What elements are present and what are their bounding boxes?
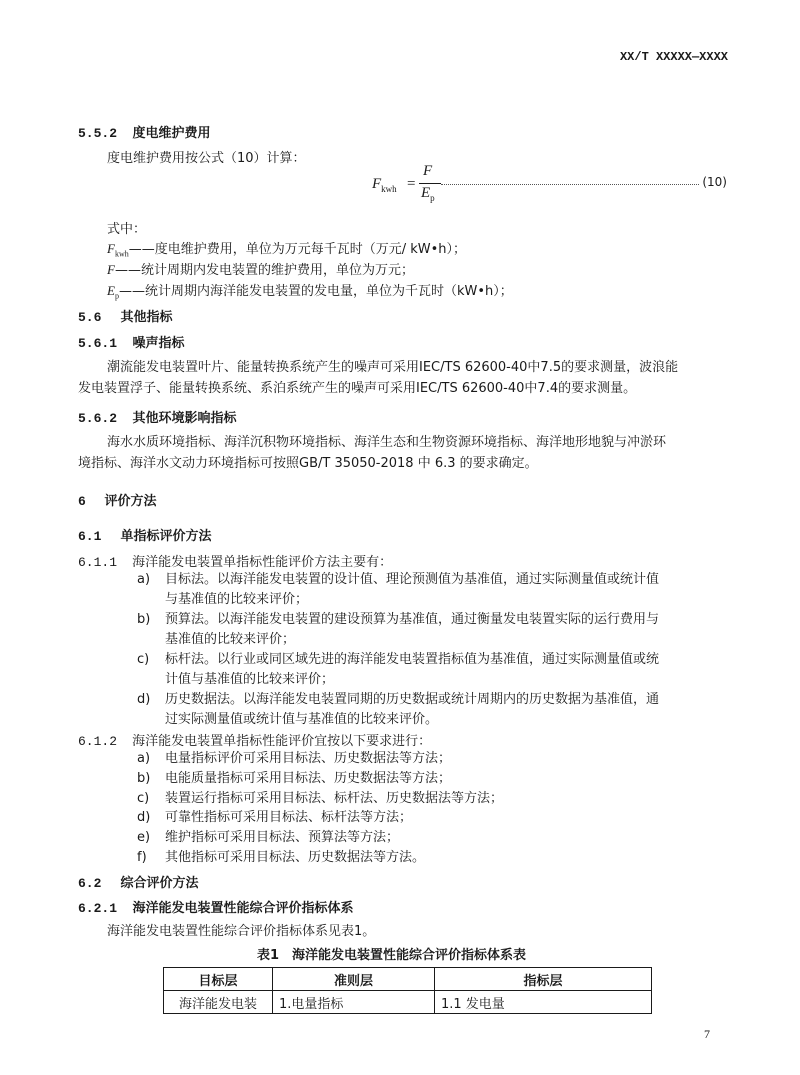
section-5-6-1-heading: [78, 332, 185, 351]
section-number: 6.2: [78, 876, 102, 891]
equation-number: (10): [702, 175, 727, 189]
paragraph-line: 海洋能发电装置性能综合评价指标体系见表1。: [107, 924, 376, 939]
symbol-definition: $F_{kwh}——$度电维护费用，单位为万元每千瓦时（万元/ kW•h）；: [107, 241, 467, 259]
section-5-6-2-heading: [78, 407, 237, 426]
chapter-title: 评价方法: [104, 494, 157, 509]
table-header-cell: 准则层: [273, 968, 435, 991]
section-title: 海洋能发电装置单指标性能评价宜按以下要求进行：: [132, 734, 432, 749]
formula-intro: 度电维护费用按公式（10）计算：: [107, 151, 306, 166]
section-5-5-2-heading: [78, 122, 211, 141]
section-number: 5.6: [78, 310, 102, 325]
section-number: 6.1.2: [78, 734, 118, 749]
list-item: d) 历史数据法。以海洋能发电装置同期的历史数据或统计周期内的历史数据为基准值，通: [137, 692, 660, 707]
list-item: c) 标杆法。以行业或同区域先进的海洋能发电装置指标值为基准值，通过实际测量值或统: [137, 652, 660, 667]
section-number: 5.6.2: [78, 411, 118, 426]
section-title: 度电维护费用: [132, 126, 211, 141]
list-item: b) 电能质量指标可采用目标法、历史数据法等方法；: [137, 771, 452, 786]
page-number: 7: [704, 1027, 710, 1041]
formula-10: [365, 163, 727, 213]
formula-lhs: $F_{kwh}$: [372, 176, 397, 194]
document-number: XX/T XXXXX—XXXX: [619, 50, 728, 64]
list-item-continuation: 与基准值的比较来评价；: [165, 592, 309, 607]
paragraph-line: 海水水质环境指标、海洋沉积物环境指标、海洋生态和生物资源环境指标、海洋地形地貌与冲淤环: [107, 435, 667, 450]
section-number: 6.1: [78, 529, 102, 544]
list-item: e) 维护指标可采用目标法、预算法等方法；: [137, 830, 400, 845]
formula-numerator: F: [423, 163, 433, 179]
section-title: 其他指标: [120, 310, 173, 325]
paragraph-line: 潮流能发电装置叶片、能量转换系统产生的噪声可采用IEC/TS 62600-40中7.5的要求测量，波浪能: [107, 360, 679, 375]
list-item: f) 其他指标可采用目标法、历史数据法等方法。: [137, 850, 426, 865]
where-label: 式中：: [107, 222, 147, 237]
formula-denominator: $E_p$: [421, 185, 435, 203]
table-caption: 表1 海洋能发电装置性能综合评价指标体系表: [257, 948, 527, 963]
equals-sign: =: [407, 176, 416, 192]
paragraph-line: 发电装置浮子、能量转换系统、系泊系统产生的噪声可采用IEC/TS 62600-40中7.4的要求测量。: [78, 381, 637, 396]
section-title: 单指标评价方法: [120, 529, 212, 544]
section-number: 5.5.2: [78, 126, 118, 141]
table-header-cell: 指标层: [435, 968, 652, 991]
table-cell: 海洋能发电装: [164, 991, 273, 1014]
list-item: b) 预算法。以海洋能发电装置的建设预算为基准值，通过衡量发电装置实际的运行费用与: [137, 612, 660, 627]
section-number: 6.1.1: [78, 555, 118, 570]
table-cell: 1.电量指标: [273, 991, 435, 1014]
indicator-table: [163, 967, 652, 1014]
symbol-definition: $E_p——$统计周期内海洋能发电装置的发电量，单位为千瓦时（kW•h）；: [107, 283, 513, 301]
table-row: [164, 991, 652, 1014]
table-header-row: [164, 968, 652, 991]
dot-leader: [441, 184, 699, 185]
list-item: d) 可靠性指标可采用目标法、标杆法等方法；: [137, 810, 413, 825]
section-title: 海洋能发电装置单指标性能评价方法主要有：: [132, 555, 393, 570]
section-number: 6.2.1: [78, 901, 118, 916]
section-title: 噪声指标: [132, 336, 185, 351]
table-cell: 1.1 发电量: [435, 991, 652, 1014]
table-header-cell: 目标层: [164, 968, 273, 991]
section-6-1-2-heading: [78, 730, 431, 749]
fraction-bar: [419, 183, 441, 184]
list-item-continuation: 过实际测量值或统计值与基准值的比较来评价。: [165, 712, 439, 727]
paragraph-line: 境指标、海洋水文动力环境指标可按照GB/T 35050-2018 中 6.3 的要求确定。: [78, 456, 538, 471]
section-6-1-heading: [78, 525, 212, 544]
section-number: 5.6.1: [78, 336, 118, 351]
symbol-definition: F——统计周期内发电装置的维护费用，单位为万元；: [107, 262, 414, 278]
list-item-continuation: 基准值的比较来评价；: [165, 632, 296, 647]
section-title: 海洋能发电装置性能综合评价指标体系: [132, 901, 354, 916]
list-item: a) 电量指标评价可采用目标法、历史数据法等方法；: [137, 751, 452, 766]
list-item: c) 装置运行指标可采用目标法、标杆法、历史数据法等方法；: [137, 791, 504, 806]
section-6-2-1-heading: [78, 897, 354, 916]
chapter-6-heading: [78, 490, 157, 509]
section-title: 综合评价方法: [120, 876, 199, 891]
section-6-2-heading: [78, 872, 199, 891]
section-5-6-heading: [78, 306, 173, 325]
section-title: 其他环境影响指标: [132, 411, 237, 426]
list-item-continuation: 计值与基准值的比较来评价；: [165, 672, 335, 687]
section-6-1-1-heading: [78, 551, 392, 570]
list-item: a) 目标法。以海洋能发电装置的设计值、理论预测值为基准值，通过实际测量值或统计值: [137, 572, 660, 587]
chapter-number: 6: [78, 494, 86, 509]
